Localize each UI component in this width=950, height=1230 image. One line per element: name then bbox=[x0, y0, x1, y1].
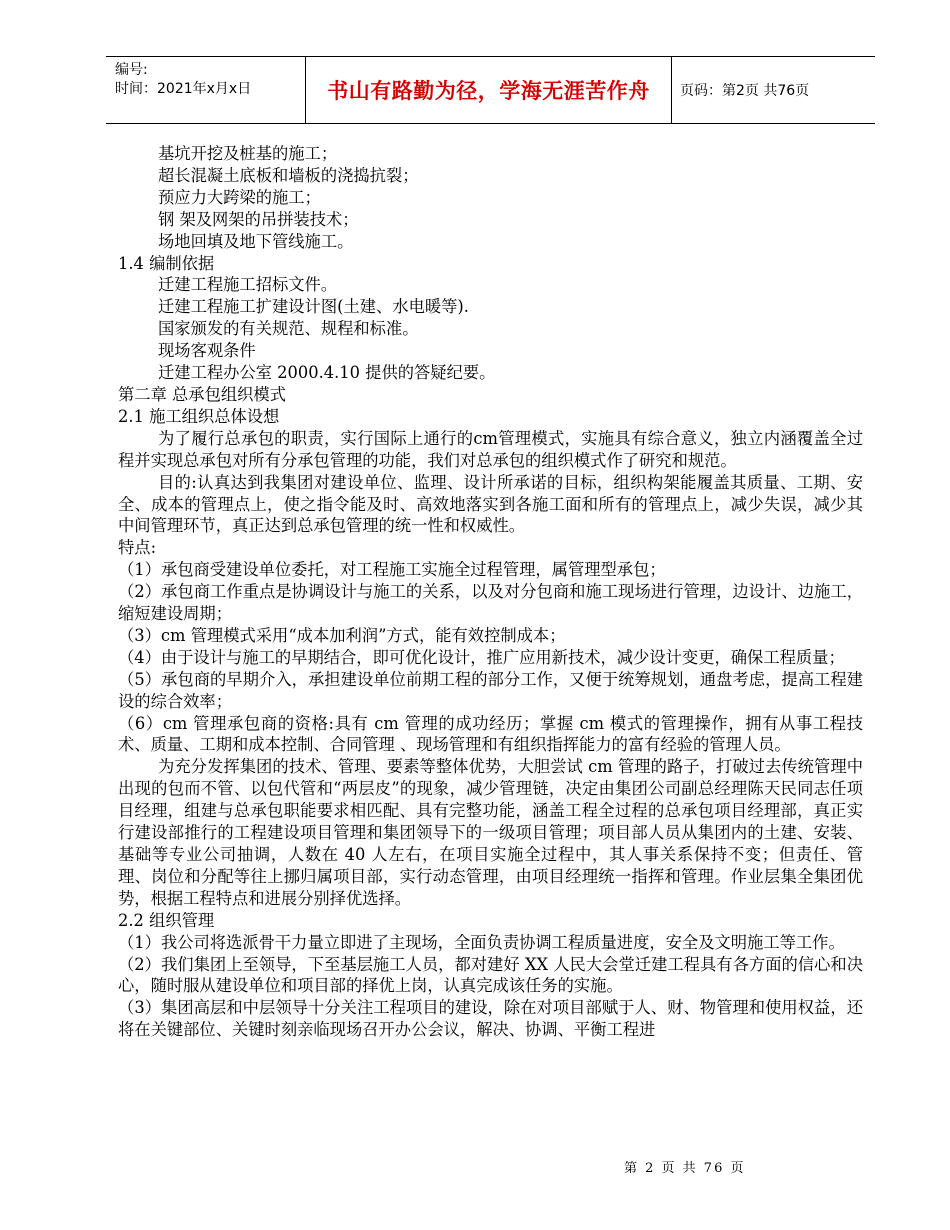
list-item: （6）cm 管理承包商的资格:具有 cm 管理的成功经历；掌握 cm 模式的管理操作，拥有从事工程技术、质量、工期和成本控制、合同管理 、现场管理和有组织指挥能力的富有经验的管理人员。 bbox=[118, 713, 863, 755]
section-heading: 2.2 组织管理 bbox=[118, 910, 215, 930]
list-item: 国家颁发的有关规范、规程和标准。 bbox=[158, 319, 419, 339]
list-item: 场地回填及地下管线施工。 bbox=[158, 231, 354, 251]
section-heading: 2.1 施工组织总体设想 bbox=[118, 406, 280, 426]
list-item: 超长混凝土底板和墙板的浇捣抗裂； bbox=[158, 165, 419, 185]
list-item: 现场客观条件 bbox=[158, 341, 256, 361]
list-item: 预应力大跨梁的施工； bbox=[158, 187, 321, 207]
page-footer: 第 2 页 共 76 页 bbox=[624, 1161, 746, 1176]
section-heading: 1.4 编制依据 bbox=[118, 253, 215, 273]
list-item: （3）集团高层和中层领导十分关注工程项目的建设，除在对项目部赋于人、财、物管理和使用权益，还将在关键部位、关键时刻亲临现场召开办公会议，解决、协调、平衡工程进 bbox=[118, 998, 863, 1040]
paragraph: 为了履行总承包的职责，实行国际上通行的cm管理模式，实施具有综合意义，独立内涵覆盖全过程并实现总承包对所有分承包管理的功能，我们对总承包的组织模式作了研究和规范。 bbox=[118, 428, 863, 470]
list-item: 基坑开挖及桩基的施工； bbox=[158, 144, 338, 163]
header-motto: 书山有路勤为径，学海无涯苦作舟 bbox=[306, 57, 672, 123]
list-item: （2）我们集团上至领导，下至基层施工人员，都对建好 XX 人民大会堂迁建工程具有各方面的信心和决心，随时服从建设单位和项目部的择优上岗，认真完成该任务的实施。 bbox=[118, 954, 863, 996]
page-header bbox=[106, 56, 875, 124]
header-meta bbox=[106, 57, 306, 123]
paragraph: 目的:认真达到我集团对建设单位、监理、设计所承诺的目标，组织构架能履盖其质量、工期、安全、成本的管理点上，使之指令能及时、高效地落实到各施工面和所有的管理点上，减少失误，减少其中间管理环节，真正达到总承包管理的统一性和权威性。 bbox=[118, 472, 863, 536]
list-item: （4）由于设计与施工的早期结合，即可优化设计，推广应用新技术，减少设计变更，确保工程质量； bbox=[118, 647, 845, 667]
time-label: 时间：2021年x月x日 bbox=[115, 81, 252, 97]
list-item: （1）我公司将选派骨干力量立即进了主现场，全面负责协调工程质量进度，安全及文明施工等工作。 bbox=[118, 932, 845, 952]
list-item: （3）cm 管理模式采用“成本加利润”方式，能有效控制成本； bbox=[118, 625, 566, 645]
subheading: 特点: bbox=[118, 538, 157, 558]
header-page-number: 页码：第2页 共76页 bbox=[680, 83, 810, 99]
paragraph: 为充分发挥集团的技术、管理、要素等整体优势，大胆尝试 cm 管理的路子，打破过去传统管理中出现的包而不管、以包代管和“两层皮”的现象，减少管理链，决定由集团公司副总经理陈天民同志任项目经理，组建与总承包职能要求相匹配、具有完整功能，涵盖工程全过程的总承包项目经理部，真正实行建设部推行的工程建设项目管理和集团领导下的一级项目管理；项目部人员从集团内的土建、安装、基础等专业公司抽调，人数在 40 人左右，在项目实施全过程中，其人事关系保持不变；但责任、管理、岗位和分配等往上挪归属项目部，实行动态管理，由项目经理统一指挥和管理。作业层集全集团优势，根据工程特点和进展分别择优选择。 bbox=[118, 757, 863, 908]
list-item: （5）承包商的早期介入，承担建设单位前期工程的部分工作，又便于统筹规划，通盘考虑，提高工程建设的综合效率； bbox=[118, 669, 863, 711]
code-label: 编号: bbox=[115, 62, 148, 78]
document-body bbox=[118, 143, 863, 1041]
list-item: （1）承包商受建设单位委托，对工程施工实施全过程管理，属管理型承包； bbox=[118, 560, 666, 580]
list-item: 钢 架及网架的吊拼装技术； bbox=[158, 209, 359, 229]
list-item: 迁建工程办公室 2000.4.10 提供的答疑纪要。 bbox=[158, 363, 496, 383]
list-item: （2）承包商工作重点是协调设计与施工的关系，以及对分包商和施工现场进行管理，边设计、边施工，缩短建设周期； bbox=[118, 582, 863, 624]
list-item: 迁建工程施工招标文件。 bbox=[158, 275, 338, 295]
list-item: 迁建工程施工扩建设计图(土建、水电暖等). bbox=[158, 297, 469, 317]
chapter-heading: 第二章 总承包组织模式 bbox=[118, 384, 286, 404]
